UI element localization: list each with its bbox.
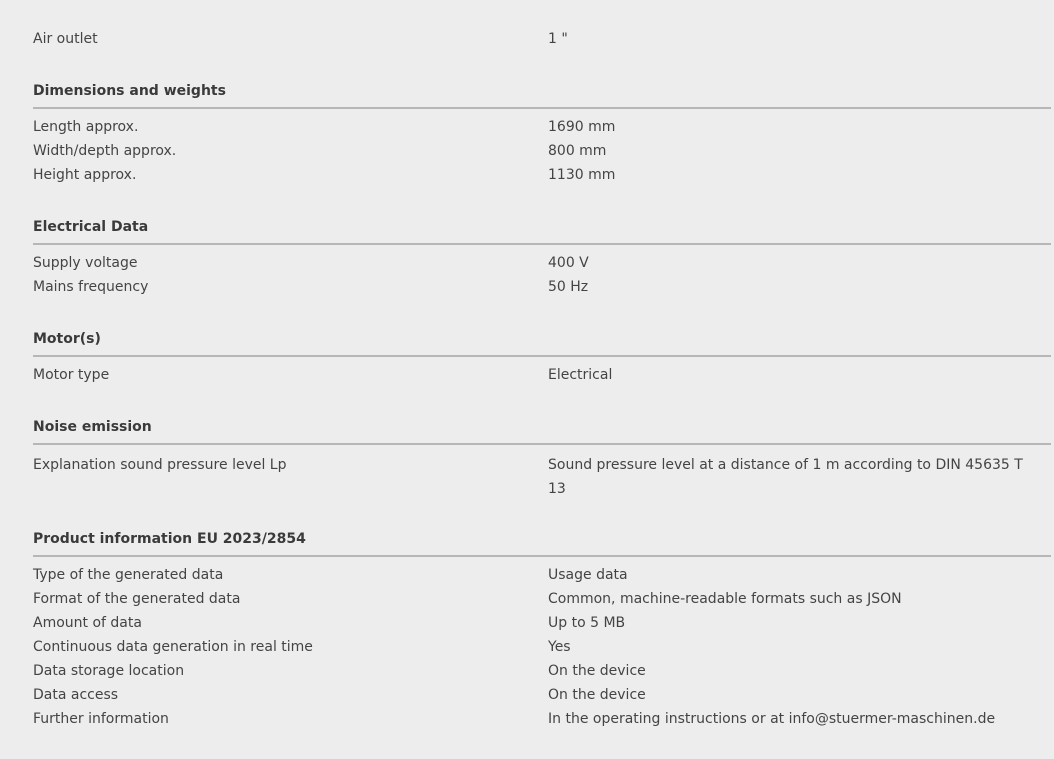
section-title: Motor(s) (33, 301, 1051, 357)
spec-row (33, 277, 1051, 301)
spec-label: Air outlet (33, 31, 98, 47)
spec-label: Supply voltage (33, 255, 138, 271)
spec-value: 800 mm (548, 143, 607, 159)
spec-label: Height approx. (33, 167, 137, 183)
spec-section-top (33, 0, 1051, 53)
spec-section-noise (33, 389, 1051, 501)
spec-row (33, 685, 1051, 709)
specifications-table (33, 0, 1051, 733)
section-title: Electrical Data (33, 189, 1051, 245)
spec-row (33, 165, 1051, 189)
spec-section-dimensions (33, 53, 1051, 189)
spec-section-motors (33, 301, 1051, 389)
section-title: Dimensions and weights (33, 53, 1051, 109)
spec-row (33, 253, 1051, 277)
spec-label: Motor type (33, 367, 110, 383)
spec-label: Data access (33, 687, 119, 703)
spec-label: Type of the generated data (33, 567, 224, 583)
section-title: Noise emission (33, 389, 1051, 445)
spec-row (33, 141, 1051, 165)
spec-label: Mains frequency (33, 279, 149, 295)
spec-label: Data storage location (33, 663, 185, 679)
spec-label: Explanation sound pressure level Lp (33, 457, 287, 473)
spec-value: On the device (548, 663, 646, 679)
spec-value: Yes (548, 639, 571, 655)
spec-value: Sound pressure level at a distance of 1 m according to DIN 45635 T 13 (548, 457, 1023, 497)
spec-value: Common, machine-readable formats such as JSON (548, 591, 902, 607)
spec-label: Continuous data generation in real time (33, 639, 313, 655)
spec-row (33, 589, 1051, 613)
spec-row (33, 613, 1051, 637)
spec-label: Length approx. (33, 119, 139, 135)
spec-value: 400 V (548, 255, 589, 271)
spec-row-air-outlet (33, 29, 1051, 53)
spec-section-electrical (33, 189, 1051, 301)
spec-label: Amount of data (33, 615, 142, 631)
spec-row (33, 637, 1051, 661)
spec-row (33, 709, 1051, 733)
spec-label: Format of the generated data (33, 591, 241, 607)
spec-value: Usage data (548, 567, 628, 583)
spec-row (33, 117, 1051, 141)
spec-row (33, 365, 1051, 389)
spec-row (33, 453, 1051, 501)
spec-value: Electrical (548, 367, 613, 383)
spec-label: Further information (33, 711, 169, 727)
spec-value: In the operating instructions or at info@stuermer-maschinen.de (548, 711, 996, 727)
spec-section-eu-product-info (33, 501, 1051, 733)
spec-value: 1130 mm (548, 167, 616, 183)
spec-value: 50 Hz (548, 279, 589, 295)
spec-row (33, 661, 1051, 685)
section-title: Product information EU 2023/2854 (33, 501, 1051, 557)
spec-value: 1 " (548, 31, 568, 47)
spec-value: 1690 mm (548, 119, 616, 135)
spec-value: Up to 5 MB (548, 615, 626, 631)
spec-label: Width/depth approx. (33, 143, 177, 159)
spec-row (33, 565, 1051, 589)
spec-value: On the device (548, 687, 646, 703)
